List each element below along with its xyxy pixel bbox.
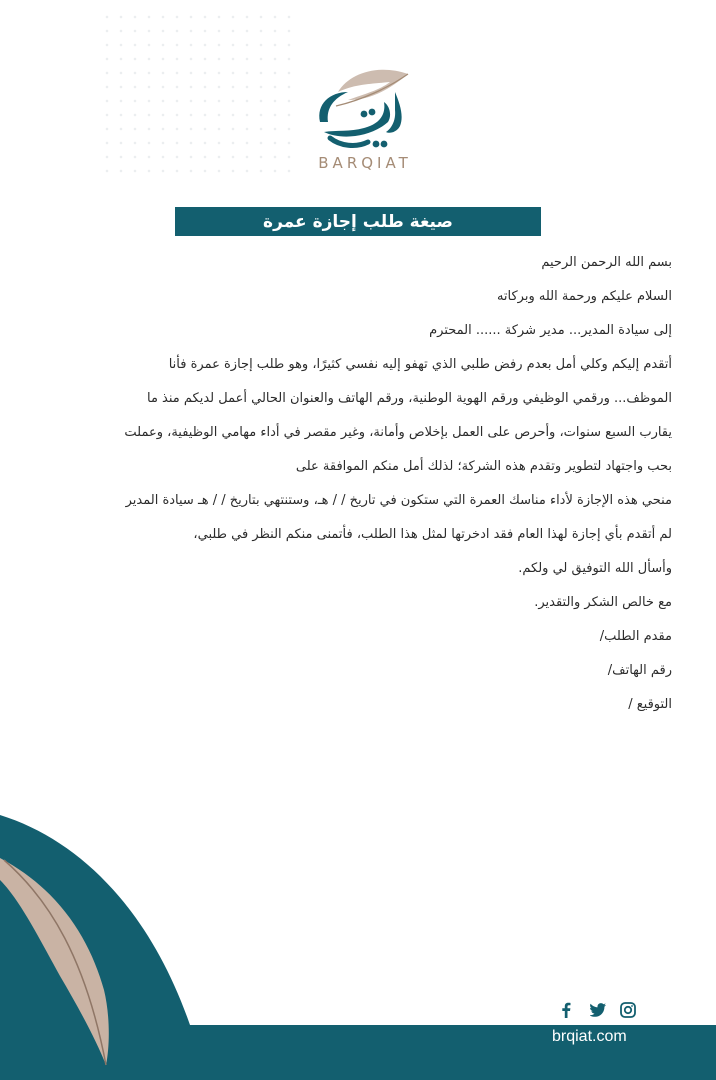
website-link[interactable]: brqiat.com <box>552 1028 627 1045</box>
letter-line: يقارب السبع سنوات، وأحرص على العمل بإخلاص وأمانة، وغير مقصر في أداء مهامي الوظيفية، وعملت <box>124 425 672 440</box>
twitter-icon[interactable] <box>588 1000 608 1020</box>
page-title: صيغة طلب إجازة عمرة <box>175 207 541 236</box>
letter-line: الموظف... ورقمي الوظيفي ورقم الهوية الوطنية، ورقم الهاتف والعنوان الحالي أعمل لديكم منذ ما <box>146 391 672 406</box>
letter-line: بحب واجتهاد لتطوير وتقدم هذه الشركة؛ لذلك أمل منكم الموافقة على <box>295 459 672 474</box>
letter-line: أتقدم إليكم وكلي أمل بعدم رفض طلبي الذي تهفو إليه نفسي كثيرًا، وهو طلب إجازة عمرة فأنا <box>168 357 672 372</box>
letter-line: منحي هذه الإجازة لأداء مناسك العمرة التي ستكون في تاريخ / / هـ، وستنتهي بتاريخ / / هـ سيادة المدير <box>125 493 672 508</box>
feather-logo-icon <box>300 62 430 162</box>
letter-line: إلى سيادة المدير... مدير شركة ...... المحترم <box>429 323 672 338</box>
letter-line: مقدم الطلب/ <box>599 629 672 644</box>
letter-line: بسم الله الرحمن الرحيم <box>541 255 672 270</box>
instagram-icon[interactable] <box>618 1000 638 1020</box>
letter-line: مع خالص الشكر والتقدير. <box>534 595 672 610</box>
letter-line: وأسأل الله التوفيق لي ولكم. <box>518 561 672 576</box>
facebook-icon[interactable] <box>556 1000 576 1020</box>
logo <box>300 62 430 182</box>
letter-line: لم أتقدم بأي إجازة لهذا العام فقد ادخرتها لمثل هذا الطلب، فأتمنى منكم النظر في طلبي، <box>193 527 672 542</box>
letter-body <box>44 250 672 726</box>
letter-line: التوقيع / <box>628 697 672 712</box>
brand-name: BARQIAT <box>318 154 412 172</box>
letter-line: رقم الهاتف/ <box>607 663 672 678</box>
letter-line: السلام عليكم ورحمة الله وبركاته <box>496 289 672 304</box>
dot-pattern <box>100 10 300 180</box>
